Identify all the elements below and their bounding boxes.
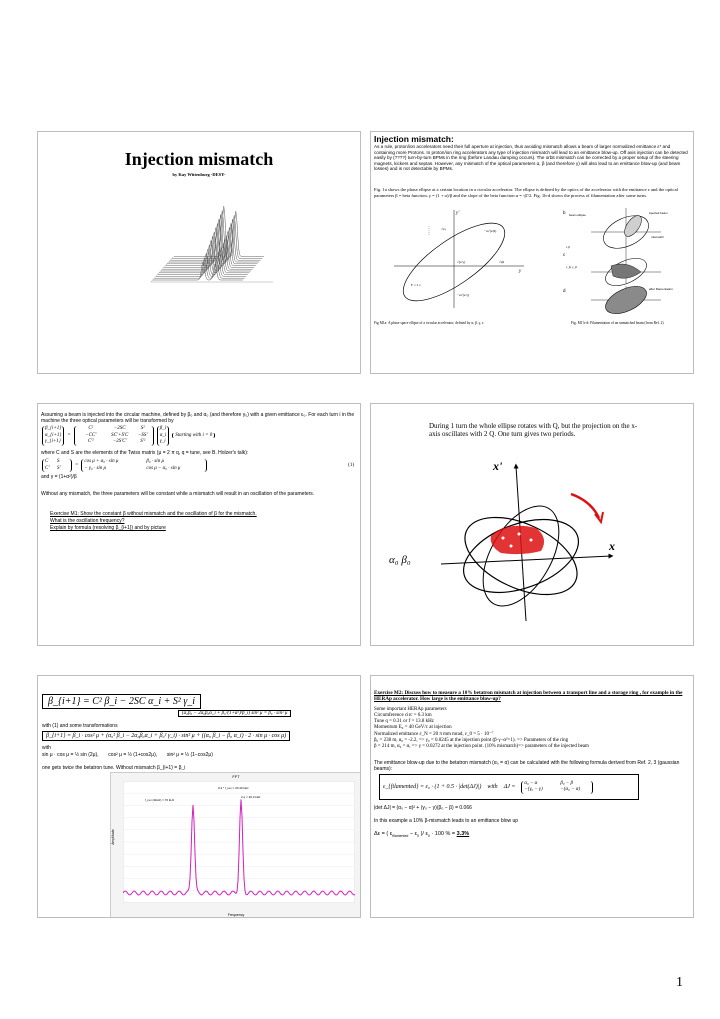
param-injected: β = 214 m, α₀ = α, => γ = 0.0272 at the injection point. (10% mismatch)=> parameters of the injected beam <box>374 744 589 750</box>
param-momentum: Momentum E₀ = 40 GeV/c at injection <box>374 725 452 731</box>
params-title: Some important HERAp parameters <box>374 707 447 712</box>
boxed-beta-equation <box>42 694 201 709</box>
tl10: C' <box>45 465 50 471</box>
blowup-text: The emittance blow-up due to the betatron mismatch (α₀ = α) can be calculated with the following formula derived from Ref. 2, 3 (gaussian beams): <box>374 760 680 773</box>
phase-label-area: F = π ε <box>411 283 421 287</box>
phase-label-sqrt-eps-beta: √εβ <box>499 260 505 264</box>
slide-twiss-transform <box>37 403 361 646</box>
axis-x-label: x <box>609 539 615 553</box>
long-beta-equation: β_{i+1} = β_i · cos² μ + (α₀² β_i − 2α₀β₀α_i + β₀² γ_i) · sin² μ + ((α₀ β_i − β₀ α_i) · 2 · sin μ · cos μ) <box>42 731 290 741</box>
filament-label-e-beta-gamma: ε_β, γ_β <box>566 265 577 269</box>
det-line: |det ΔJ| = (α₀ − α)² + (γ₀ − γ)(β₀ − β) = 0.066 <box>374 805 472 811</box>
exercise-m2-heading: Exercise M2: Discuss how to measure a 10% betatron mismatch at injection between a transport line and a storage ring , for example in the HERAp accelerator. How large is the emittance blow-up? <box>374 690 683 703</box>
phase-space-ellipse-figure <box>389 206 529 311</box>
fft-annotation-2: f_rev (2kHz) = 70 kHz <box>145 798 175 802</box>
filament-label-c: c <box>563 252 566 257</box>
fft-title: FFT <box>232 774 240 779</box>
tl01: S <box>57 459 60 464</box>
fft-annotation-3: 2 q = 20.3 kHz <box>241 795 261 799</box>
tl11: S' <box>57 465 61 471</box>
with-label: with <box>42 745 51 751</box>
filament-label-mismatch: mismatch <box>651 235 664 239</box>
tr01: β₀ · sin μ <box>146 459 164 464</box>
tl00: C <box>45 459 49 464</box>
slide-ellipse-rotation <box>370 403 694 646</box>
filament-label-injected-beam: injected beam <box>649 211 668 215</box>
vector-current <box>157 426 170 446</box>
alpha-beta-label: α₀ β₀ <box>389 554 411 566</box>
m12: −SS' <box>138 432 148 438</box>
final-tail: · 100 % = <box>429 831 457 837</box>
delta-j-matrix <box>521 781 593 794</box>
param-circumference: Circumference circ = 6.3 km <box>374 713 432 718</box>
exercise-m1-line2: What is the oscillation frequency? <box>50 518 125 524</box>
param-ring: β₀ = 238 m, α₀ = -2.2, => γ₀ = 0.0245 at the injection point (β·γ−α²=1). => Parameters of the ring <box>374 737 569 743</box>
slide-title-heading: Injection mismatch <box>124 149 274 169</box>
fft-plot <box>123 781 355 903</box>
m22: S'² <box>140 439 146 444</box>
axis-x-prime-label: x' <box>493 459 503 473</box>
vector-next <box>42 426 64 446</box>
final-sub3: 0 <box>427 834 430 839</box>
phase-label-slope2: −α√(ε/γ) <box>457 293 470 297</box>
phase-label-slope: −α√(ε/β) <box>484 229 497 233</box>
filament-label-e-beta: ε β <box>566 245 570 249</box>
phase-y-prime-label: y' <box>456 211 460 216</box>
filamentation-figure <box>561 206 691 314</box>
final-result-line <box>374 831 469 838</box>
twiss-matrix-equation: C S C' S' = cos μ + α₀ · sin μ β₀ · sin μ − γ₀ · sin μ cos μ − α₀ · sin μ (1) <box>42 459 358 472</box>
m10: −CC' <box>85 432 97 438</box>
slide-author: by Kay Wittenburg -DESY- <box>172 172 226 177</box>
twiss-transform-equation: β_{i+1} α_{i+1} γ_{i+1} = C² −2SC S² −CC' SC'+S'C −SS' C'² −2S'C' S'² β_i α_i γ_i Starting with i = 0 <box>42 426 215 446</box>
twiss-value-matrix <box>81 459 207 472</box>
slide3-intro: Assuming a beam is injected into the circular machine, defined by β₀ and α₀ (and therefore γ₀) with a given emittance ε₀. For each turn i in the machine the three optical parameters will be transformed by <box>41 412 355 425</box>
final-sub: filamented <box>392 834 409 839</box>
formula-with: with <box>487 784 498 790</box>
phase-y-label: y <box>519 269 522 274</box>
tr10: − γ₀ · sin μ <box>84 465 107 471</box>
fft-annotation-1: 0.3 * f_rev = 20.43 kHz <box>218 786 249 790</box>
params-list <box>374 713 589 750</box>
formula-lhs: ε_{filamented} = ε₀ · (1 + 0.5 · |det(ΔJ)|) <box>383 784 482 790</box>
dj00: α₀ − α <box>524 780 538 786</box>
m20: C'² <box>87 439 94 444</box>
page-number: 1 <box>676 975 683 990</box>
vec-alpha: α_i <box>159 432 167 438</box>
twice-tune-text: one gets twice the betatron tune. Without mismatch β_{i+1} = β_i <box>42 765 186 771</box>
m02: S² <box>140 426 145 431</box>
vec-gamma-next: γ_{i+1} <box>45 439 61 444</box>
param-emittance: Normalized emittance ε_N = 20 π mm mrad, ε_0 = 5 · 10⁻⁷ <box>374 731 494 737</box>
formula-delta: ΔJ = <box>503 784 516 790</box>
m21: −2S'C' <box>112 439 127 444</box>
tr00: cos μ + α₀ · sin μ <box>84 459 119 464</box>
phase-label-sqrt-eps-gamma: √εγ <box>441 227 446 231</box>
slide2-paragraph-serif: Fig. 1a shows the phase ellipse at a certain location in a circular accelerator. The ellipse is defined by the optics of the accelerator with the emittance ε and the optical parameters β = beta function, γ = (1 + α)/β and the slope of the beta function α = -β'/2. Fig. 1b-d shows the process of filamentation after some turns. <box>374 187 678 198</box>
slide2-paragraph: As a rule, proton/ion accelerators need their full aperture at injection, thus avoiding mismatch allows a beam of larger normalized emittance ε* and containing more Protons. In proton/ion ring accelerators any type of injection mismatch will lead to an emittance blow-up. Off axis injection can be detected easily by (????) turn-by-turn BPMs in the ring (before Landau damping occurs). The orbit mismatch can be corrected by a proper setup of the steering magnets, kickers and septas. However, any mismatch of the optical parameters α, β (and therefore γ) will also lead to an emittance blow-up (and beam losses) and is not detectable by BPMs. <box>374 144 688 172</box>
starting-condition: Starting with i = 0 <box>172 433 215 438</box>
vec-alpha-next: α_{i+1} <box>45 432 62 438</box>
fig-caption-left: Fig M1a: A phase space ellipse of a circular accelerator, defined by α, β, γ, ε <box>374 321 484 325</box>
slide4-text: During 1 turn the whole ellipse rotates with Q, but the projection on the x-axis oscillates with 2 Q. One turn gives two periods. <box>429 422 638 438</box>
vec-beta-next: β_{i+1} <box>45 426 62 431</box>
exercise-m1-line1: Exercise M1: Show the constant β without mismatch and the oscillation of β for the mismatch. <box>50 511 257 517</box>
dj11: −(α₀ − α) <box>560 787 580 792</box>
slide3-no-mismatch: Without any mismatch, the three parameters will be constant while a mismatch will result in an oscillation of the parameters. <box>41 491 315 497</box>
m11: SC'+S'C <box>111 432 129 438</box>
vec-gamma: γ_i <box>159 439 166 444</box>
slide3-where: where C and S are the elements of the Twiss matrix (μ = 2 π q, q = tune, see B. Holzer's talk): <box>41 450 249 456</box>
blowup-formula <box>379 774 639 800</box>
waterfall-plot <box>143 202 283 287</box>
rotating-ellipse-figure <box>431 456 621 626</box>
final-mid: − ε <box>408 831 418 837</box>
beta-next-formula: β_{i+1} = C² β_i − 2SC α_i + S² γ_i <box>48 696 196 707</box>
final-value: 3.3% <box>456 831 470 837</box>
dj10: −(γ₀ − γ) <box>524 787 543 792</box>
exercise-m1-line3: Explain by formula (resolving β_{i+1}) and by picture <box>50 525 166 531</box>
slide-emittance-blowup <box>370 675 694 918</box>
slide-title <box>37 131 361 374</box>
m00: C² <box>88 426 94 431</box>
param-tune: Tune q = 0.31 or f = 13.8 kHz <box>374 719 434 725</box>
tr11: cos μ − α₀ · sin μ <box>146 465 181 471</box>
slide-beta-oscillation <box>37 675 361 918</box>
slide2-heading: Injection mismatch: <box>374 134 454 144</box>
fft-x-label: Frequency <box>227 913 245 917</box>
example-line: In this example a 10% β-mismatch leads to an emittance blow up <box>374 818 519 824</box>
dj01: β₀ − β <box>560 780 574 786</box>
transform-matrix <box>74 426 154 446</box>
final-prefix: Δε = ( ε <box>374 831 393 837</box>
fig-caption-right: Fig. M1 b-d: Filamentation of an unmatched beam (from Ref. 2) <box>571 321 664 325</box>
vec-beta: β_i <box>159 426 167 431</box>
filament-label-d: d <box>563 288 566 293</box>
filament-label-after: after filamentation <box>649 287 673 291</box>
gamma-definition: and γ = (1+α²)/β <box>41 474 77 480</box>
with-transformations: with (1) and some transformations <box>42 723 118 729</box>
final-sub2: 0 <box>417 834 420 839</box>
m01: −2SC <box>113 426 126 431</box>
equation-number: (1) <box>348 463 354 468</box>
phase-label-sqrt-eps-over-gamma: √(ε/γ) <box>457 260 466 264</box>
sub-equation: (α₀β₀ − 2α₀β₀α_i + β₀²(1+α²)/β_i) sin² μ = β₀ · sin² μ <box>178 710 291 717</box>
filament-label-beam-ellipse: beam ellipse <box>569 213 586 217</box>
fft-chart <box>110 772 361 918</box>
slide-mismatch-intro <box>370 131 694 374</box>
final-end: )/ ε <box>419 831 428 837</box>
fft-y-label: Amplitude <box>110 829 115 845</box>
trig-identities: sin μ · cos μ = ½ sin (2μ), cos² μ = ½ (1+cos2μ), sin² μ = ½ (1−cos2μ) <box>42 752 213 758</box>
filament-label-b: b <box>563 210 566 215</box>
twiss-cs-matrix <box>42 459 72 472</box>
